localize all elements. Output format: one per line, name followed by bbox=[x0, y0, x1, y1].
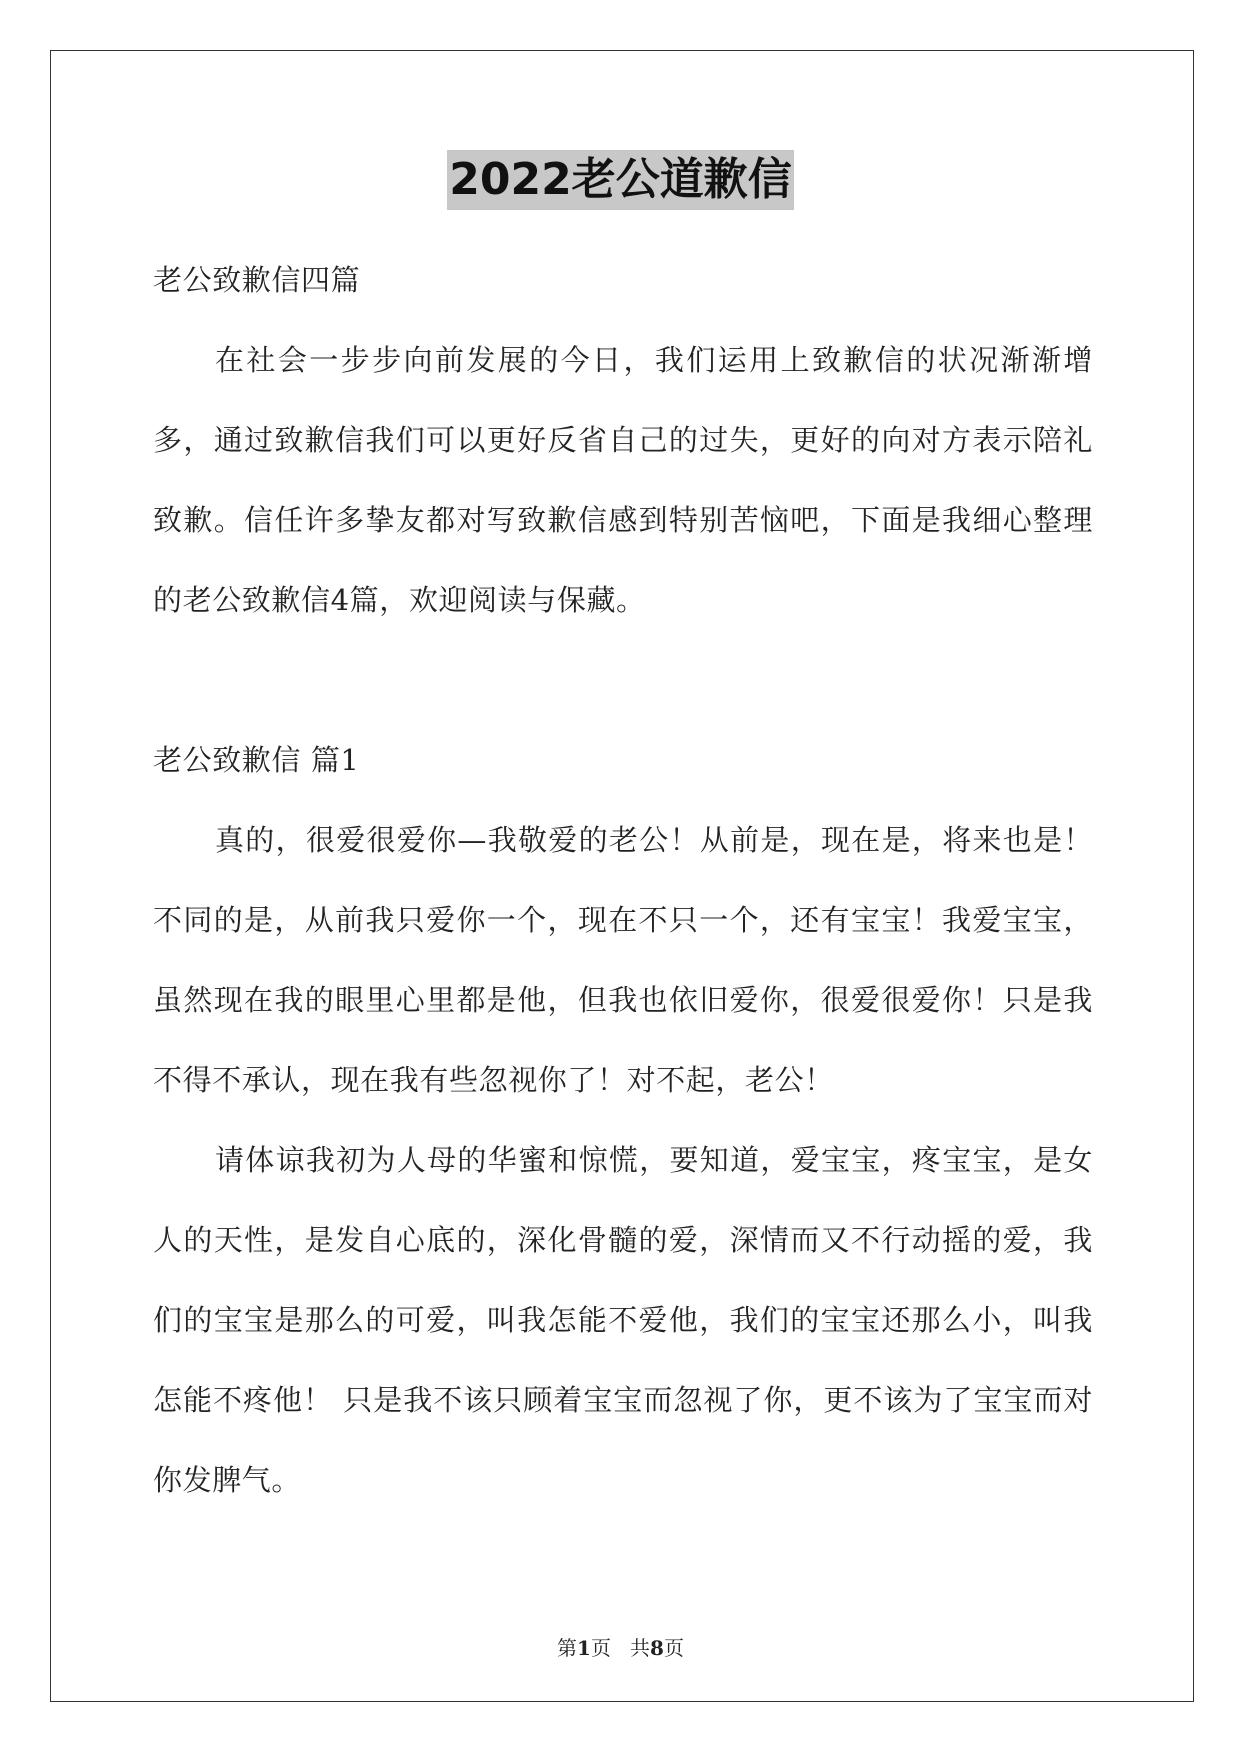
document-title: 2022老公道歉信 bbox=[447, 150, 793, 210]
page-prefix: 第 bbox=[557, 1636, 578, 1660]
page-footer bbox=[0, 1632, 1241, 1661]
intro-paragraph: 在社会一步步向前发展的今日，我们运用上致歉信的状况渐渐增多，通过致歉信我们可以更好反省自己的过失，更好的向对方表示陪礼致歉。信任许多挚友都对写致歉信感到特别苦恼吧，下面是我细心整理的老公致歉信4篇，欢迎阅读与保藏。 bbox=[153, 343, 1093, 617]
total-prefix: 共 bbox=[630, 1636, 651, 1660]
letter-1-paragraph-2: 请体谅我初为人母的华蜜和惊慌，要知道，爱宝宝，疼宝宝，是女人的天性，是发自心底的，深化骨髓的爱，深情而又不行动摇的爱，我们的宝宝是那么的可爱，叫我怎能不爱他，我们的宝宝还那么小，叫我怎能不疼他！ 只是我不该只顾着宝宝而忽视了你，更不该为了宝宝而对你发脾气。 bbox=[153, 1143, 1093, 1497]
letter-1-paragraph-1: 真的，很爱很爱你—我敬爱的老公！从前是，现在是，将来也是！不同的是，从前我只爱你一个，现在不只一个，还有宝宝！我爱宝宝，虽然现在我的眼里心里都是他，但我也依旧爱你，很爱很爱你！只是我不得不承认，现在我有些忽视你了！对不起，老公！ bbox=[153, 823, 1093, 1097]
page-suffix: 页 bbox=[590, 1636, 611, 1660]
paragraph-gap bbox=[153, 640, 1093, 720]
total-pages: 8 bbox=[650, 1636, 664, 1660]
total-suffix: 页 bbox=[663, 1636, 684, 1660]
section-heading-letter-1: 老公致歉信 篇1 bbox=[153, 743, 360, 777]
title-container bbox=[0, 150, 1241, 210]
section-heading-intro: 老公致歉信四篇 bbox=[153, 263, 361, 297]
page-number: 1 bbox=[577, 1636, 591, 1660]
document-body bbox=[153, 240, 1093, 1520]
